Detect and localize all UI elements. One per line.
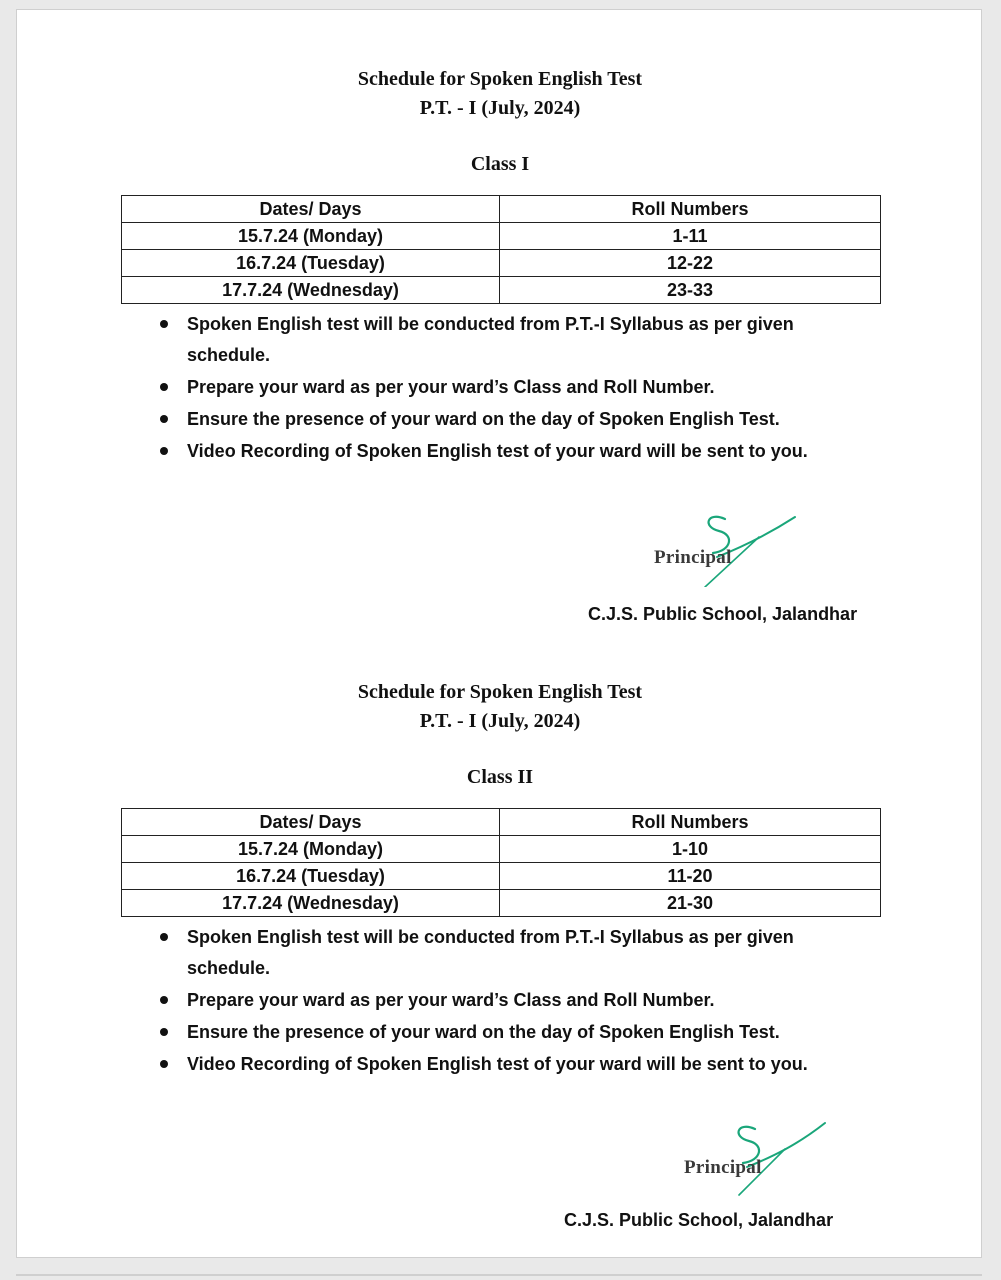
schedule-table bbox=[121, 808, 881, 917]
date-cell: 17.7.24 (Wednesday) bbox=[122, 890, 500, 917]
roll-cell: 1-11 bbox=[500, 223, 881, 250]
table-header-row bbox=[122, 809, 881, 836]
list-item: Ensure the presence of your ward on the day of Spoken English Test. bbox=[160, 1017, 880, 1048]
roll-cell: 1-10 bbox=[500, 836, 881, 863]
instructions-list bbox=[160, 309, 880, 468]
principal-signature bbox=[647, 507, 807, 587]
header-roll-numbers: Roll Numbers bbox=[500, 196, 881, 223]
signature-label: Principal bbox=[654, 547, 732, 568]
list-item: Prepare your ward as per your ward’s Class and Roll Number. bbox=[160, 985, 880, 1016]
schedule-section-class-2 bbox=[17, 623, 983, 1233]
list-item: Video Recording of Spoken English test of your ward will be sent to you. bbox=[160, 436, 880, 467]
school-name: C.J.S. Public School, Jalandhar bbox=[588, 604, 858, 624]
table-row bbox=[122, 890, 881, 917]
header-roll-numbers: Roll Numbers bbox=[500, 809, 881, 836]
signature-label: Principal bbox=[684, 1157, 762, 1178]
roll-cell: 23-33 bbox=[500, 277, 881, 304]
roll-cell: 21-30 bbox=[500, 890, 881, 917]
schedule-title: Schedule for Spoken English Test bbox=[357, 68, 643, 90]
list-item: Ensure the presence of your ward on the day of Spoken English Test. bbox=[160, 404, 880, 435]
schedule-table bbox=[121, 195, 881, 304]
instructions-list bbox=[160, 922, 880, 1081]
list-item: Spoken English test will be conducted from P.T.-I Syllabus as per given schedule. bbox=[160, 922, 880, 984]
table-row bbox=[122, 250, 881, 277]
document-page bbox=[16, 9, 982, 1258]
school-name: C.J.S. Public School, Jalandhar bbox=[564, 1210, 834, 1230]
date-cell: 16.7.24 (Tuesday) bbox=[122, 863, 500, 890]
date-cell: 15.7.24 (Monday) bbox=[122, 836, 500, 863]
date-cell: 15.7.24 (Monday) bbox=[122, 223, 500, 250]
list-item: Prepare your ward as per your ward’s Class and Roll Number. bbox=[160, 372, 880, 403]
roll-cell: 11-20 bbox=[500, 863, 881, 890]
principal-signature bbox=[677, 1117, 837, 1197]
class-heading: Class I bbox=[470, 153, 530, 175]
schedule-title: Schedule for Spoken English Test bbox=[357, 681, 643, 703]
header-dates: Dates/ Days bbox=[122, 196, 500, 223]
roll-cell: 12-22 bbox=[500, 250, 881, 277]
schedule-section-class-1 bbox=[17, 10, 983, 620]
table-row bbox=[122, 863, 881, 890]
schedule-subtitle: P.T. - I (July, 2024) bbox=[419, 710, 581, 732]
list-item: Video Recording of Spoken English test of your ward will be sent to you. bbox=[160, 1049, 880, 1080]
date-cell: 17.7.24 (Wednesday) bbox=[122, 277, 500, 304]
table-row bbox=[122, 836, 881, 863]
table-row bbox=[122, 223, 881, 250]
class-heading: Class II bbox=[466, 766, 534, 788]
schedule-subtitle: P.T. - I (July, 2024) bbox=[419, 97, 581, 119]
date-cell: 16.7.24 (Tuesday) bbox=[122, 250, 500, 277]
list-item: Spoken English test will be conducted from P.T.-I Syllabus as per given schedule. bbox=[160, 309, 880, 371]
header-dates: Dates/ Days bbox=[122, 809, 500, 836]
table-row bbox=[122, 277, 881, 304]
table-header-row bbox=[122, 196, 881, 223]
page-edge bbox=[16, 1274, 982, 1276]
